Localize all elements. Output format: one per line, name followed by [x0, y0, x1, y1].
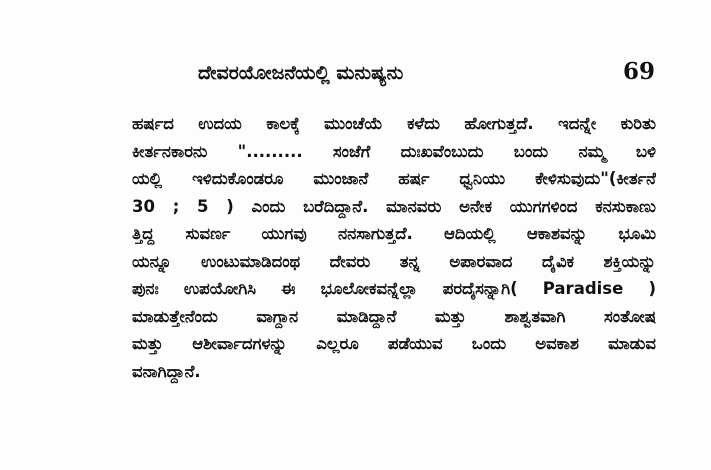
text-line: ಪುನಃ ಉಪಯೋಗಿಸಿ ಈ ಭೂಲೋಕವನ್ನೆಲ್ಲಾ ಪರದೈಸನ್ನಾಗಿ( Paradise ) — [132, 279, 656, 298]
text-line: ಮತ್ತು ಆಶೀರ್ವಾದಗಳನ್ನು ಎಲ್ಲರೂ ಪಡೆಯುವ ಒಂದು ಅವಕಾಶ ಮಾಡುವ — [132, 334, 656, 353]
text-line: ಯಲ್ಲಿ ಇಳಿದುಕೊಂಡರೂ ಮುಂಜಾನೆ ಹರ್ಷ ಧ್ವನಿಯು ಕೇಳಿಸುವುದು"(ಕೀರ್ತನೆ — [132, 169, 656, 188]
page-header — [150, 58, 655, 92]
text-line: ಕೀರ್ತನಕಾರನು "......... ಸಂಜೆಗೆ ದುಃಖವೆಂಬುದು ಬಂದು ನಮ್ಮ ಬಳಿ — [132, 141, 656, 161]
text-line: ಮಾಡುತ್ತೇನೆಂದು ವಾಗ್ದಾನ ಮಾಡಿದ್ದಾನೆ ಮತ್ತು ಶಾಶ್ವತವಾಗಿ ಸಂತೋಷ — [132, 306, 656, 326]
text-line-last: ವನಾಗಿದ್ದಾನೆ. — [132, 361, 201, 381]
page-number: 69 — [622, 58, 655, 85]
body-paragraph — [132, 110, 656, 385]
text-line: ಯನ್ನೂ ಉಂಟುಮಾಡಿದಂಥ ದೇವರು ತನ್ನ ಅಪಾರವಾದ ದೈವಿಕ ಶಕ್ತಿಯನ್ನು — [132, 251, 656, 271]
text-line: ತ್ತಿದ್ದ ಸುವರ್ಣ ಯುಗವು ನನಸಾಗುತ್ತದೆ. ಆದಿಯಲ್ಲಿ ಆಕಾಶವನ್ನು ಭೂಮಿ — [132, 224, 656, 243]
running-title: ದೇವರಯೋಜನೆಯಲ್ಲಿ ಮನುಷ್ಯನು — [198, 62, 404, 84]
text-line: 30 ; 5 ) ಎಂದು ಬರೆದಿದ್ದಾನೆ. ಮಾನವರು ಅನೇಕ ಯುಗಗಳಿಂದ ಕನಸುಕಾಣು — [132, 196, 656, 216]
text-line: ಹರ್ಷದ ಉದಯ ಕಾಲಕ್ಕೆ ಮುಂಚೆಯೆ ಕಳೆದು ಹೋಗುತ್ತದೆ. ಇದನ್ನೇ ಕುರಿತು — [132, 114, 656, 133]
